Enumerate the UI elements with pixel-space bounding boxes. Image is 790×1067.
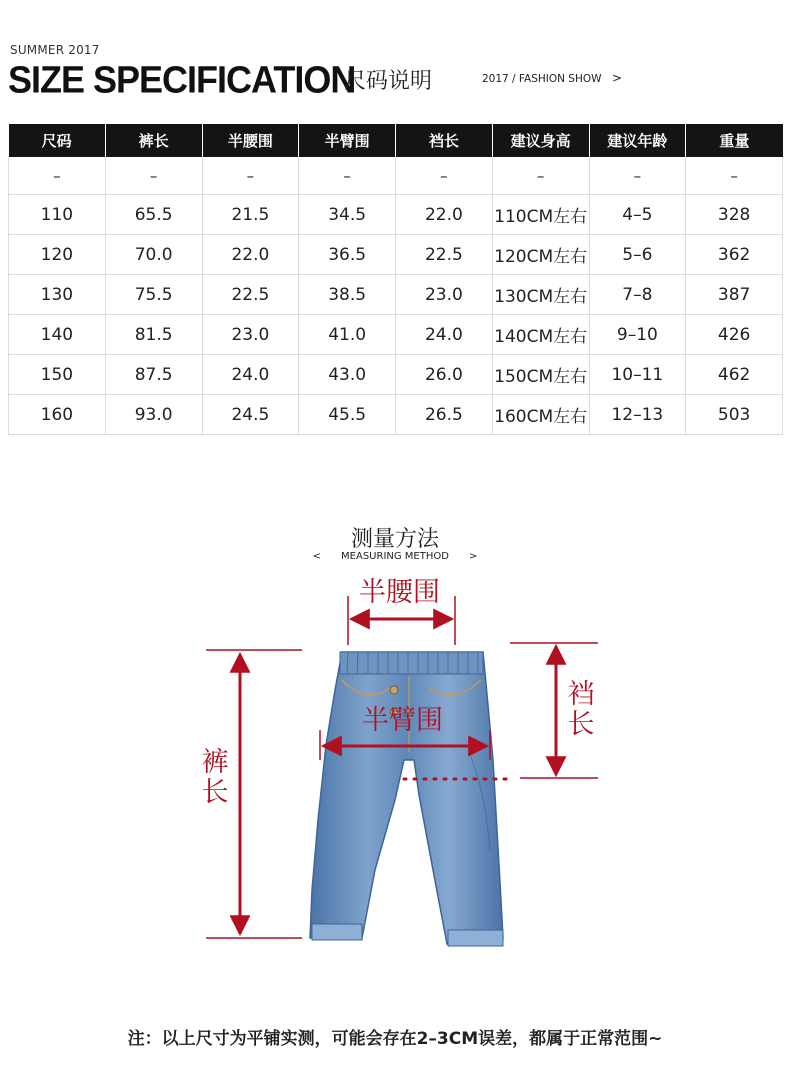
table-cell: 12–13 [589,395,686,435]
table-cell: – [105,157,202,195]
table-row [9,235,783,275]
table-cell: 362 [686,235,783,275]
table-cell: – [492,157,589,195]
table-cell: – [202,157,299,195]
table-row [9,315,783,355]
table-cell: 26.5 [396,395,493,435]
table-cell: 4–5 [589,195,686,235]
chevron-right-icon: > [468,551,478,562]
table-cell: 70.0 [105,235,202,275]
column-header: 建议年龄 [589,124,686,157]
table-cell: – [299,157,396,195]
table-cell: 150CM左右 [492,355,589,395]
table-cell: 87.5 [105,355,202,395]
table-cell: 26.0 [396,355,493,395]
table-cell: 41.0 [299,315,396,355]
table-cell: 120 [9,235,106,275]
table-cell: 130 [9,275,106,315]
chevron-right-icon: > [612,71,623,85]
table-cell: 38.5 [299,275,396,315]
column-header: 重量 [686,124,783,157]
table-cell: 36.5 [299,235,396,275]
thigh-label: 半臂围 [362,705,443,736]
table-cell: 22.0 [202,235,299,275]
table-row [9,395,783,435]
jeans-measurement-diagram [0,577,790,960]
table-cell: 22.5 [202,275,299,315]
table-cell: 81.5 [105,315,202,355]
column-header: 裆长 [396,124,493,157]
measure-title-en [0,551,790,562]
table-cell: 24.5 [202,395,299,435]
table-cell: 160CM左右 [492,395,589,435]
table-cell: – [686,157,783,195]
fashion-show-label: 2017 / FASHION SHOW [482,73,602,85]
table-cell: 110CM左右 [492,195,589,235]
table-cell: 160 [9,395,106,435]
table-cell: 24.0 [396,315,493,355]
rise-label: 裆长 [567,679,595,740]
jeans-image [310,652,503,946]
table-cell: 22.0 [396,195,493,235]
column-header: 建议身高 [492,124,589,157]
table-cell: 93.0 [105,395,202,435]
table-row [9,275,783,315]
page-subtitle-cn: 尺码说明 [344,69,433,94]
table-cell: 7–8 [589,275,686,315]
length-label: 裤长 [201,747,229,808]
table-cell: 462 [686,355,783,395]
table-cell: 9–10 [589,315,686,355]
column-header: 半腰围 [202,124,299,157]
table-cell: 140CM左右 [492,315,589,355]
table-cell: 150 [9,355,106,395]
size-table [8,124,783,435]
table-row [9,355,783,395]
table-row [9,195,783,235]
table-cell: 23.0 [202,315,299,355]
column-header: 裤长 [105,124,202,157]
table-cell: 10–11 [589,355,686,395]
table-cell: 24.0 [202,355,299,395]
table-cell: 43.0 [299,355,396,395]
measure-title-cn: 测量方法 [350,527,439,552]
table-cell: 23.0 [396,275,493,315]
table-cell: 21.5 [202,195,299,235]
column-header: 半臂围 [299,124,396,157]
table-cell: 328 [686,195,783,235]
table-cell: 130CM左右 [492,275,589,315]
table-cell: 5–6 [589,235,686,275]
table-cell: 110 [9,195,106,235]
table-cell: 75.5 [105,275,202,315]
table-cell: – [589,157,686,195]
table-cell: 34.5 [299,195,396,235]
table-cell: 140 [9,315,106,355]
table-cell: 503 [686,395,783,435]
table-cell: 65.5 [105,195,202,235]
table-cell: 120CM左右 [492,235,589,275]
footnote: 注：以上尺寸为平铺实测，可能会存在2–3CM误差，都属于正常范围~ [127,1029,663,1049]
page-title: SIZE SPECIFICATION [8,58,356,102]
table-row [9,157,783,195]
measure-title-en-text: MEASURING METHOD [341,551,449,562]
column-header: 尺码 [9,124,106,157]
chevron-left-icon: < [312,551,322,562]
table-cell: 426 [686,315,783,355]
season-label: SUMMER 2017 [10,43,100,57]
table-cell: – [9,157,106,195]
table-header-row [9,124,783,157]
table-cell: 387 [686,275,783,315]
table-cell: 45.5 [299,395,396,435]
waist-label: 半腰围 [359,577,440,608]
table-cell: – [396,157,493,195]
table-cell: 22.5 [396,235,493,275]
